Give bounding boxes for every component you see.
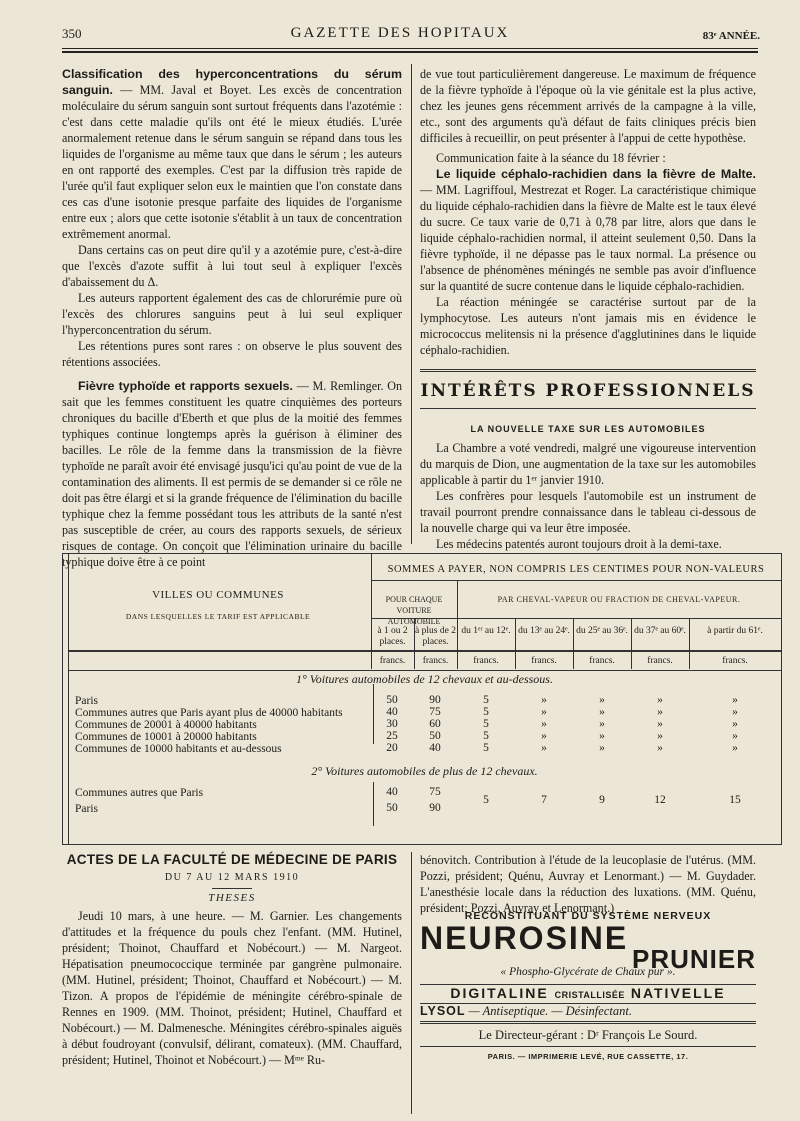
table-cell: 40 <box>386 786 398 798</box>
header-villes-sub: DANS LESQUELLES LE TARIF EST APPLICABLE <box>125 612 311 621</box>
paragraph: Les confrères pour lesquels l'automobile est un instrument de travail pourront prendre connaissance dans le tableau ci-dessous de la nouvelle charge qui va leur être imposée. <box>420 489 756 535</box>
table-rule <box>68 650 781 652</box>
paragraph: La réaction méningée se caractérise surtout par de la lymphocytose. Les auteurs n'ont jamais mis en évidence le micrococcus melitensis ni la présence d'agglutinines dans le liquide céphalo-rachidien. <box>420 295 756 357</box>
table-cell: » <box>541 718 547 730</box>
header-rule <box>62 48 758 53</box>
table-row-label: Communes de 20001 à 40000 habitants <box>75 719 257 731</box>
ad-cristallisee: CRISTALLISÉE <box>554 990 625 1000</box>
table-cell: 50 <box>386 802 398 814</box>
group2-title: 2° Voitures automobiles de plus de 12 chevaux. <box>311 764 538 778</box>
table-row-label: Paris <box>75 695 98 707</box>
subheader: du 37ᵉ au 60ᵉ. <box>634 626 686 636</box>
table-cell-shared: 7 <box>541 794 547 806</box>
table-cell: » <box>599 742 605 754</box>
subheader: du 25ᵉ au 36ᵉ. <box>576 626 628 636</box>
table-cell-shared: 5 <box>483 794 489 806</box>
actes-title: ACTES DE LA FACULTÉ DE MÉDECINE DE PARIS <box>66 852 398 867</box>
ad-lysol-desc: — Antiseptique. — Désinfectant. <box>468 1004 632 1018</box>
unit-label: francs. <box>647 656 673 666</box>
section-rule <box>420 408 756 409</box>
journal-title: GAZETTE DES HOPITAUX <box>290 25 510 41</box>
year-label: 83ᵉ ANNÉE. <box>702 30 760 42</box>
table-cell: » <box>599 706 605 718</box>
table-cell: 30 <box>386 718 398 730</box>
paragraph: — MM. Lagriffoul, Mestrezat et Roger. La caractéristique chimique du liquide céphalo-rachidien dans la fièvre de Malte est le taux élevé du sucre. Ce taux varie de 0,71 à 0,78 par litre, alors que dans le liquide céphalo-rachidien normal, il atteint seulement 0,50. Dans la fièvre typhoïde, il ne dépasse pas le taux normal. La présence ou l'absence de phénomènes méningés ne semble pas avoir d'influence sur la quantité de sucre contenue dans le liquide céphalo-rachidien. <box>420 183 756 293</box>
paragraph: — M. Remlinger. On sait que les femmes constituent les quatre cinquièmes des porteurs chroniques du bacille d'Eberth et que plus de la moitié des femmes typhiques continue longtemps après la guérison à éliminer des bacilles. Le rôle de la femme dans la transmission de la fièvre typhoïde ne paraît avoir été envisagé jusqu'ici qu'au point de vue de la contamination des aliments. Il est permis de se demander si ce rôle ne doit pas être élargi et si la grande fréquence de l'élimination du bacille typhique chez la femme possédant tous les attributs de la santé n'est pas susceptible de créer, au cours des rapports sexuels, de sérieux risques de contage. On conçoit que l'élimination urinaire du bacille typhique doive être à ce point <box>62 379 402 569</box>
ad-neurosine: NEUROSINE <box>420 920 629 956</box>
table-cell: » <box>541 730 547 742</box>
table-row-label: Communes autres que Paris ayant plus de 40000 habitants <box>75 707 343 719</box>
table-cell: 5 <box>483 718 489 730</box>
taxe-title: LA NOUVELLE TAXE SUR LES AUTOMOBILES <box>470 424 706 434</box>
table-cell: » <box>541 706 547 718</box>
article-fievre-malte <box>420 166 756 294</box>
table-row-label: Communes de 10001 à 20000 habitants <box>75 731 257 743</box>
ad-prunier: PRUNIER <box>631 944 756 974</box>
paragraph: de vue tout particulièrement dangereuse. Le maximum de fréquence de la fièvre typhoïde à l'époque où la vie génitale est la plus active, chez les jeunes gens récemment arrivés de la campagne à la ville, etc., sont des arguments qu'à défaut de faits cliniques précis bien difficiles à recueillir, on peut présenter à l'appui de cette hypothèse. <box>420 67 756 145</box>
table-cell: » <box>657 694 663 706</box>
group1-title: 1° Voitures automobiles de 12 chevaux et au-dessous. <box>296 672 553 686</box>
imprimerie: PARIS. — IMPRIMERIE LEVÉ, RUE CASSETTE, 17. <box>487 1052 689 1061</box>
table-cell: 90 <box>429 694 441 706</box>
table-cell: » <box>732 718 738 730</box>
table-cell: » <box>657 706 663 718</box>
article-hyperconcentrations <box>62 66 402 242</box>
unit-label: francs. <box>531 656 557 666</box>
column-divider-top <box>411 64 412 544</box>
unit-label: francs. <box>379 656 406 666</box>
table-rule <box>68 670 781 671</box>
table-cell: » <box>657 730 663 742</box>
table-cell: » <box>541 742 547 754</box>
actes-continuation-column <box>420 852 756 916</box>
unit-label: francs. <box>722 656 748 666</box>
subheader: à partir du 61ᵉ. <box>707 626 763 636</box>
table-cell: 20 <box>386 742 398 754</box>
table-cell: 40 <box>386 706 398 718</box>
actes-body-column <box>62 908 402 1068</box>
right-column <box>420 66 756 358</box>
left-column <box>62 66 402 570</box>
table-cell: 75 <box>429 786 441 798</box>
footer-rule <box>420 1046 756 1047</box>
subheader: à 1 ou 2 places. <box>377 626 408 647</box>
table-cell: » <box>732 730 738 742</box>
table-cell: 50 <box>429 730 441 742</box>
table-row-label: Communes autres que Paris <box>75 787 204 799</box>
header-voiture: POUR CHAQUE VOITURE AUTOMOBILE <box>385 595 443 626</box>
heading-hyperconcentrations: Classification des hyperconcentrations du sérum sanguin. <box>62 67 402 97</box>
header-cheval: PAR CHEVAL-VAPEUR OU FRACTION DE CHEVAL-VAPEUR. <box>497 595 741 604</box>
table-cell: » <box>599 694 605 706</box>
paragraph: Les médecins patentés auront toujours droit à la demi-taxe. <box>436 537 722 551</box>
table-cell: 5 <box>483 706 489 718</box>
directeur-gerant: Le Directeur-gérant : Dʳ François Le Sourd. <box>478 1028 698 1042</box>
table-cell: 50 <box>386 694 398 706</box>
table-cell: 5 <box>483 742 489 754</box>
table-cell: 25 <box>386 730 398 742</box>
table-row-label: Paris <box>75 803 98 815</box>
table-row-label: Communes de 10000 habitants et au-dessous <box>75 743 282 755</box>
ad-digitaline: DIGITALINE <box>450 985 549 1001</box>
table-border <box>68 554 69 844</box>
taxe-article <box>420 440 756 552</box>
ad-phospho: « Phospho-Glycérate de Chaux pur ». <box>500 966 676 978</box>
paragraph: — MM. Javal et Boyet. Les excès de concentration moléculaire du sérum sanguin sont surtout fréquents dans l'azotémie : c'est dans cette maladie qu'ils ont été le mieux étudiés. L'urée anormalement retenue dans le sérum sanguin se répand dans tous les liquides de l'organisme au même taux que dans le sérum ; les auteurs en ont rapporté des exemples. C'est par la diffusion très rapide de l'urée qu'il faut expliquer selon eux le maintien que l'on constate dans ces cas d'une isotonie presque parfaite des liquides de l'organisme entre eux ; alors que cette isotonie s'établit à un taux de concentration extrêmement anormal. <box>62 83 402 241</box>
table-cell: 90 <box>429 802 441 814</box>
table-cell: » <box>657 718 663 730</box>
table-cell-shared: 12 <box>654 794 666 806</box>
table-cell: » <box>599 718 605 730</box>
table-rule <box>371 580 781 581</box>
subheader: du 1ᵉʳ au 12ᵉ. <box>461 626 511 636</box>
table-cell: » <box>541 694 547 706</box>
section-rule <box>420 369 756 372</box>
column-divider-bottom <box>411 852 412 1114</box>
paragraph: Les rétentions pures sont rares : on observe le plus souvent des rétentions associées. <box>62 339 402 369</box>
subheader: à plus de 2 places. <box>415 626 456 647</box>
header-villes: VILLES OU COMMUNES <box>152 589 284 601</box>
subheader: du 13ᵉ au 24ᵉ. <box>518 626 570 636</box>
table-cell: » <box>732 694 738 706</box>
paragraph: La Chambre a voté vendredi, malgré une vigoureuse intervention du marquis de Dion, une augmentation de la taxe sur les automobiles applicable à partir du 1ᵉʳ janvier 1910. <box>420 441 756 487</box>
actes-continuation: bénovitch. Contribution à l'étude de la leucoplasie de l'utérus. (MM. Pozzi, président; Quénu, Auvray et Lenormant.) — M. Guydader. L'anesthésie locale dans la réduction des luxations. (MM. Quénu, président; Pozzi, Auvray et Lenormant.) <box>420 853 756 915</box>
table-cell: 75 <box>429 706 441 718</box>
page-number: 350 <box>62 26 82 41</box>
heading-fievre-malte: Le liquide céphalo-rachidien dans la fièvre de Malte. <box>436 167 756 181</box>
tax-table <box>62 553 782 845</box>
table-cell-shared: 9 <box>599 794 605 806</box>
table-cell: 5 <box>483 694 489 706</box>
unit-label: francs. <box>589 656 615 666</box>
ad-nativelle: NATIVELLE <box>630 985 726 1001</box>
actes-dates: DU 7 AU 12 MARS 1910 <box>164 872 300 883</box>
table-cell: » <box>732 706 738 718</box>
table-cell: 5 <box>483 730 489 742</box>
table-main-header: SOMMES A PAYER, NON COMPRIS LES CENTIMES POUR NON-VALEURS <box>387 564 765 575</box>
actes-body: Jeudi 10 mars, à une heure. — M. Garnier. Les changements d'attitudes et la fréquence du pouls chez l'enfant. (MM. Hutinel, président; Thoinot, Chauffard et Nobécourt.) — M. Nargeot. Hépatisation pneumococcique terminée par gangrène pulmonaire. (MM. Hutinel, président; Thoinot, Chauffard et Nobécourt.) — M. Tizon. A propos de l'épidémie de méningite cérébro-spinale de Rennes en 1909. (MM. Thoinot, président; Hutinel, Chauffard et Nobécourt.) — M. Dalmenesche. Méningites cérébro-spinales aiguës à début foudroyant (convulsif, délirant, comateux). (MM. Chauffard, président; Hutinel, Thoinot et Nobécourt.) — Mᵐᵉ Ru- <box>62 909 402 1067</box>
table-rule <box>371 618 781 619</box>
table-cell: » <box>657 742 663 754</box>
short-rule <box>212 888 252 889</box>
table-cell: » <box>732 742 738 754</box>
communication-note: Communication faite à la séance du 18 février : <box>436 151 666 165</box>
interets-title: INTÉRÊTS PROFESSIONNELS <box>420 381 756 401</box>
table-cell: 60 <box>429 718 441 730</box>
ad-lysol-line <box>420 1004 756 1019</box>
paragraph: Dans certains cas on peut dire qu'il y a azotémie pure, c'est-à-dire que l'excès d'azote suffit à lui tout seul à expliquer l'excès d'abaissement du Δ. <box>62 243 402 289</box>
paragraph: Les auteurs rapportent également des cas de chlorurémie pure où l'excès des chlorures sanguins peut à lui seul expliquer l'hyperconcentration du sérum. <box>62 291 402 337</box>
heading-fievre-typhoide: Fièvre typhoïde et rapports sexuels. <box>78 379 293 393</box>
theses-label: THESES <box>208 892 256 904</box>
ad-tagline: RECONSTITUANT DU SYSTÈME NERVEUX <box>464 910 712 922</box>
article-fievre-typhoide <box>62 378 402 570</box>
unit-label: francs. <box>422 656 449 666</box>
table-cell-shared: 15 <box>729 794 741 806</box>
table-cell: 40 <box>429 742 441 754</box>
table-cell: » <box>599 730 605 742</box>
ad-lysol: LYSOL <box>420 1004 466 1018</box>
footer-rule <box>420 1021 756 1024</box>
ad-digitaline-line <box>420 985 756 1001</box>
unit-label: francs. <box>473 656 499 666</box>
